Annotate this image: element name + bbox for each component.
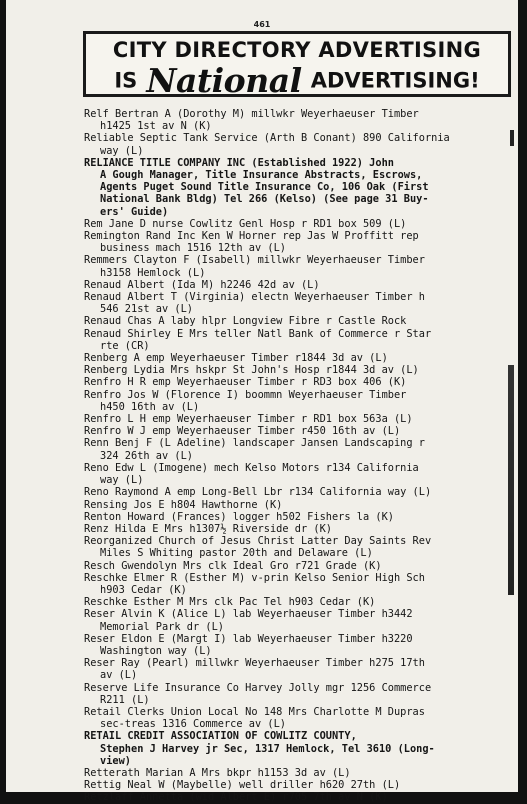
directory-entry — [84, 572, 514, 596]
directory-listings — [84, 108, 514, 804]
directory-entry — [84, 462, 514, 486]
ad-tagline — [86, 61, 508, 100]
directory-entry — [84, 523, 514, 535]
entry-continuation-line: h3158 Hemlock (L) — [100, 266, 206, 279]
directory-entry — [84, 413, 514, 425]
entry-continuation-line: Washington way (L) — [100, 644, 212, 657]
entry-continuation-line: business mach 1516 12th av (L) — [100, 242, 286, 255]
entry-line: Reschke Elmer R (Esther M) v-prin Kelso Senior High Sch — [84, 571, 425, 584]
advertisement-box — [83, 31, 511, 100]
directory-entry — [84, 511, 514, 523]
entry-line: Retzlaff Annetta (wid Albert E) r705 7th av N (K) — [84, 791, 388, 804]
directory-entry — [84, 560, 514, 572]
entry-continuation-line: view) — [100, 754, 131, 767]
entry-line: Resch Gwendolyn Mrs clk Ideal Gro r721 Grade (K) — [84, 559, 382, 572]
entry-continuation-line: sec-treas 1316 Commerce av (L) — [100, 718, 286, 731]
directory-entry — [84, 425, 514, 437]
entry-line: Reorganized Church of Jesus Christ Latter Day Saints Rev — [84, 535, 432, 548]
directory-entry — [84, 706, 514, 730]
entry-line: Renfro L H emp Weyerhaeuser Timber r RD1 box 563a (L) — [84, 413, 413, 426]
ad-is: IS — [114, 68, 138, 93]
directory-entry — [84, 596, 514, 608]
entry-line: Renn Benj F (L Adeline) landscaper Jansen Landscaping r — [84, 437, 425, 450]
entry-line: Renberg A emp Weyerhaeuser Timber r1844 3d av (L) — [84, 352, 388, 365]
directory-entry — [84, 364, 514, 376]
entry-continuation-line: A Gough Manager, Title Insurance Abstracts, Escrows, — [100, 169, 423, 182]
directory-entry — [84, 352, 514, 364]
directory-entry — [84, 291, 514, 315]
entry-continuation-line: rte (CR) — [100, 339, 150, 352]
directory-entry — [84, 791, 514, 803]
entry-continuation-line: R211 (L) — [100, 693, 150, 706]
entry-line: Rem Jane D nurse Cowlitz Genl Hosp r RD1 box 509 (L) — [84, 217, 407, 230]
directory-entry — [84, 535, 514, 559]
page-number: 461 — [253, 20, 271, 29]
entry-line: Renaud Albert (Ida M) h2246 42d av (L) — [84, 278, 320, 291]
entry-line: Rensing Jos E h804 Hawthorne (K) — [84, 498, 283, 511]
entry-line: Reno Raymond A emp Long-Bell Lbr r134 California way (L) — [84, 486, 432, 499]
page-edge-band — [508, 365, 514, 595]
directory-entry — [84, 328, 514, 352]
directory-entry — [84, 682, 514, 706]
directory-entry — [84, 376, 514, 388]
directory-entry-bold — [84, 157, 514, 218]
directory-entry — [84, 315, 514, 327]
entry-line: RELIANCE TITLE COMPANY INC (Established 1922) John — [84, 156, 394, 169]
entry-line: RETAIL CREDIT ASSOCIATION OF COWLITZ COUNTY, — [84, 730, 357, 743]
entry-line: Retterath Marian A Mrs bkpr h1153 3d av (L) — [84, 766, 351, 779]
entry-line: Rettig Neal W (Maybelle) well driller h620 27th (L) — [84, 779, 401, 792]
entry-line: Renaud Shirley E Mrs teller Natl Bank of Commerce r Star — [84, 327, 432, 340]
directory-page — [6, 0, 518, 804]
entry-continuation-line: ers' Guide) — [100, 205, 169, 218]
directory-entry — [84, 132, 514, 156]
directory-entry — [84, 230, 514, 254]
entry-line: Renfro W J emp Weyerhaeuser Timber r450 16th av (L) — [84, 425, 401, 438]
directory-entry — [84, 486, 514, 498]
directory-entry — [84, 779, 514, 791]
directory-entry — [84, 499, 514, 511]
entry-line: Renz Hilda E Mrs h1307½ Riverside dr (K) — [84, 522, 332, 535]
entry-continuation-line: h1425 1st av N (K) — [100, 120, 212, 133]
entry-line: Reser Eldon E (Margt I) lab Weyerhaeuser Timber h3220 — [84, 632, 413, 645]
entry-continuation-line: Agents Puget Sound Title Insurance Co, 106 Oak (First — [100, 181, 429, 194]
entry-line: Reserve Life Insurance Co Harvey Jolly mgr 1256 Commerce — [84, 681, 432, 694]
page-edge-mark — [510, 130, 514, 146]
entry-line: Remington Rand Inc Ken W Horner rep Jas W Proffitt rep — [84, 230, 419, 243]
ad-advertising: ADVERTISING! — [310, 68, 480, 93]
entry-line: Renaud Albert T (Virginia) electn Weyerhaeuser Timber h — [84, 291, 425, 304]
entry-line: Renaud Chas A laby hlpr Longview Fibre r Castle Rock — [84, 315, 407, 328]
entry-line: Renfro H R emp Weyerhaeuser Timber r RD3 box 406 (K) — [84, 376, 407, 389]
entry-line: Reschke Esther M Mrs clk Pac Tel h903 Cedar (K) — [84, 596, 376, 609]
directory-entry — [84, 218, 514, 230]
entry-line: Reser Ray (Pearl) millwkr Weyerhaeuser Timber h275 17th — [84, 657, 425, 670]
entry-line: Renfro Jos W (Florence I) boommn Weyerhaeuser Timber — [84, 388, 407, 401]
directory-entry — [84, 633, 514, 657]
entry-continuation-line: way (L) — [100, 474, 144, 487]
entry-line: Reno Edw L (Imogene) mech Kelso Motors r134 California — [84, 461, 419, 474]
directory-entry — [84, 389, 514, 413]
entry-line: Retail Clerks Union Local No 148 Mrs Charlotte M Dupras — [84, 705, 425, 718]
entry-continuation-line: h450 16th av (L) — [100, 400, 200, 413]
entry-line: Remmers Clayton F (Isabell) millwkr Weyerhaeuser Timber — [84, 254, 425, 267]
directory-entry — [84, 608, 514, 632]
directory-entry — [84, 254, 514, 278]
entry-line: Reser Alvin K (Alice L) lab Weyerhaeuser Timber h3442 — [84, 608, 413, 621]
directory-entry — [84, 657, 514, 681]
entry-line: Renton Howard (Frances) logger h502 Fishers la (K) — [84, 510, 394, 523]
entry-continuation-line: 546 21st av (L) — [100, 303, 193, 316]
entry-line: Relf Bertran A (Dorothy M) millwkr Weyerhaeuser Timber — [84, 108, 419, 120]
entry-line: Renberg Lydia Mrs hskpr St John's Hosp r1844 3d av (L) — [84, 364, 419, 377]
entry-line: Reliable Septic Tank Service (Arth B Conant) 890 California — [84, 132, 450, 145]
directory-entry — [84, 279, 514, 291]
entry-continuation-line: av (L) — [100, 669, 138, 682]
ad-headline: CITY DIRECTORY ADVERTISING — [112, 38, 482, 62]
entry-continuation-line: Miles S Whiting pastor 20th and Delaware (L) — [100, 547, 373, 560]
entry-continuation-line: National Bank Bldg) Tel 266 (Kelso) (See page 31 Buy- — [100, 193, 429, 206]
ad-national: National — [146, 61, 302, 100]
entry-continuation-line: way (L) — [100, 144, 144, 157]
directory-entry — [84, 108, 514, 132]
entry-continuation-line: Stephen J Harvey jr Sec, 1317 Hemlock, Tel 3610 (Long- — [100, 742, 435, 755]
entry-continuation-line: h903 Cedar (K) — [100, 583, 187, 596]
directory-entry-bold — [84, 730, 514, 767]
directory-entry — [84, 767, 514, 779]
directory-entry — [84, 437, 514, 461]
entry-continuation-line: Memorial Park dr (L) — [100, 620, 224, 633]
entry-continuation-line: 324 26th av (L) — [100, 449, 193, 462]
